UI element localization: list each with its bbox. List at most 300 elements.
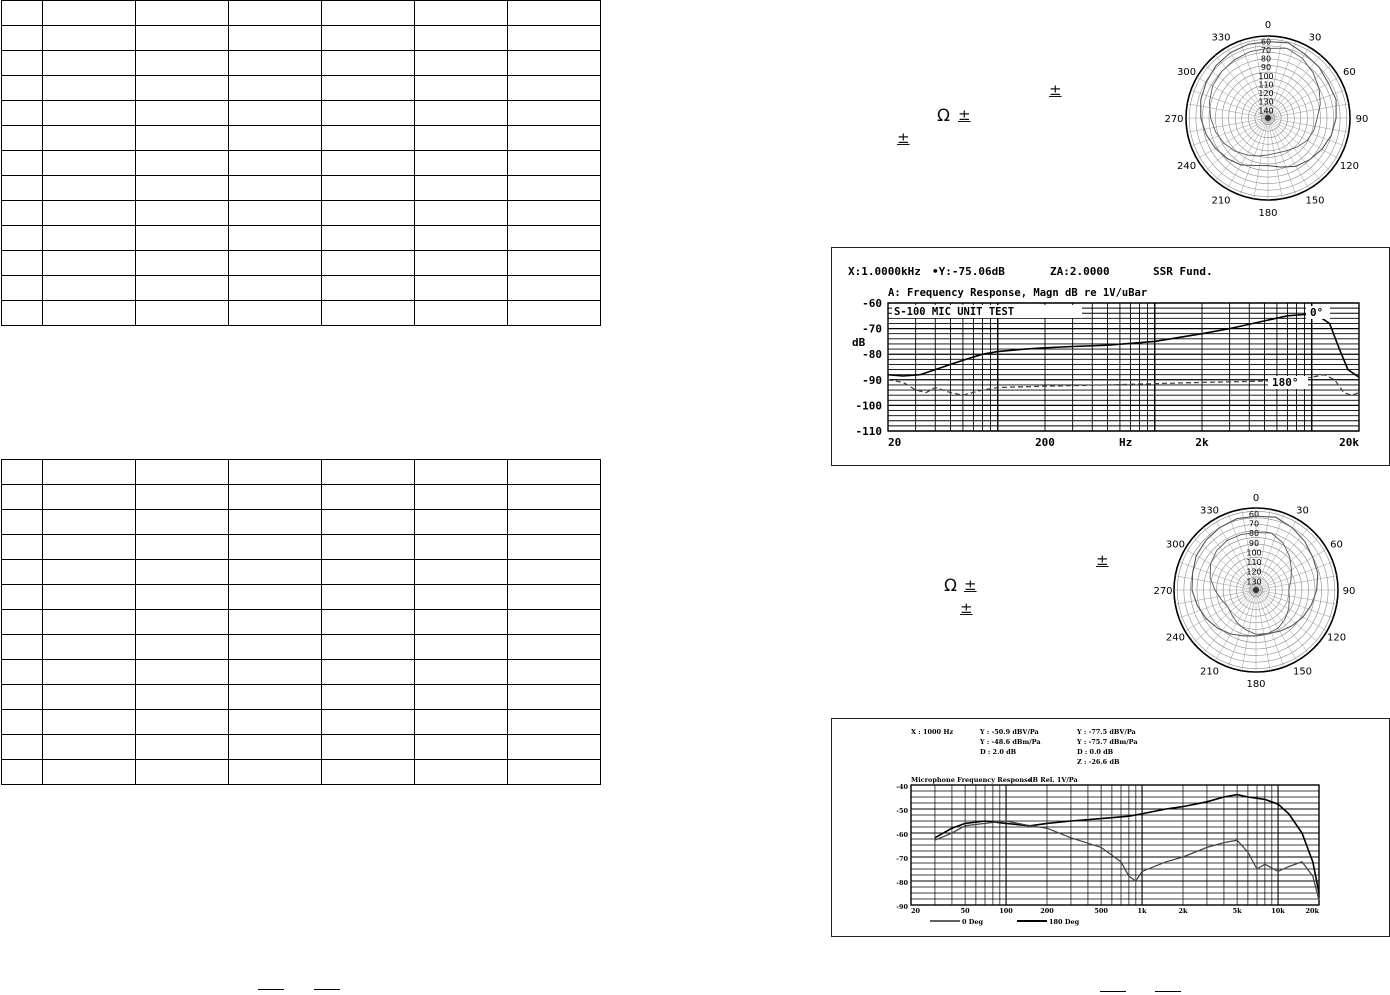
d-readout: D : 2.0 dB <box>980 748 1017 756</box>
table-cell <box>415 685 508 710</box>
table-cell <box>136 710 229 735</box>
table-cell <box>322 51 415 76</box>
polar-ring-label: 140 <box>1258 106 1274 116</box>
table-cell <box>508 276 601 301</box>
x-tick-label: 1k <box>1137 907 1147 915</box>
polar-ring-label: 130 <box>1258 97 1274 107</box>
table-cell <box>508 301 601 326</box>
table-cell <box>229 301 322 326</box>
table-cell <box>43 76 136 101</box>
table-cell <box>229 26 322 51</box>
table-cell <box>2 635 43 660</box>
polar-ring-label: 80 <box>1260 54 1272 64</box>
table-cell <box>43 585 136 610</box>
d-readout: D : 0.0 dB <box>1077 748 1114 756</box>
table-cell <box>136 535 229 560</box>
ohm-symbol: Ω <box>937 106 950 126</box>
x-tick-label: 2k <box>1195 436 1209 449</box>
footer-rule-right-2 <box>1155 991 1181 992</box>
polar-angle-label: 270 <box>1164 114 1184 125</box>
table-cell <box>322 735 415 760</box>
table-row <box>2 1 601 26</box>
polar-ring-label: 130 <box>1246 577 1262 587</box>
table-cell <box>322 660 415 685</box>
table-cell <box>136 51 229 76</box>
frequency-response-chart-lower <box>832 719 1389 936</box>
table-cell <box>136 610 229 635</box>
table-cell <box>322 610 415 635</box>
table-cell <box>415 610 508 635</box>
chart-title: A: Frequency Response, Magn dB re 1V/uBar <box>888 287 1148 299</box>
table-cell <box>43 301 136 326</box>
y-tick-label: -60 <box>862 297 882 310</box>
za-readout: ZA:2.0000 <box>1050 265 1110 278</box>
frequency-response-chart-upper <box>832 248 1389 465</box>
y-tick-label: -70 <box>896 855 908 863</box>
table-cell <box>322 1 415 26</box>
table-cell <box>2 585 43 610</box>
table-cell <box>229 710 322 735</box>
table-cell <box>136 251 229 276</box>
polar-angle-label: 30 <box>1308 32 1322 44</box>
table-cell <box>415 251 508 276</box>
table-cell <box>136 301 229 326</box>
table-cell <box>136 26 229 51</box>
polar-ring-label: 90 <box>1260 63 1272 73</box>
polar-angle-label: 330 <box>1199 505 1220 517</box>
table-row <box>2 535 601 560</box>
table-cell <box>415 560 508 585</box>
y-tick-label: -90 <box>896 903 908 911</box>
table-row <box>2 560 601 585</box>
table-cell <box>229 201 322 226</box>
plus-minus-sign: ± <box>1049 81 1062 99</box>
x-readout: X : 1000 Hz <box>911 728 954 736</box>
mode-readout: SSR Fund. <box>1153 265 1213 278</box>
table-cell <box>229 1 322 26</box>
polar-ring-label: 60 <box>1248 509 1260 519</box>
table-row <box>2 585 601 610</box>
footer-rule-left-2 <box>314 989 340 990</box>
table-cell <box>136 76 229 101</box>
table-cell <box>229 176 322 201</box>
table-cell <box>43 26 136 51</box>
table-cell <box>43 126 136 151</box>
table-cell <box>415 276 508 301</box>
plus-minus-sign: ± <box>958 106 971 124</box>
table-row <box>2 101 601 126</box>
table-row <box>2 26 601 51</box>
table-cell <box>136 685 229 710</box>
table-cell <box>136 460 229 485</box>
y-tick-label: -90 <box>862 373 882 387</box>
table-row <box>2 710 601 735</box>
table-cell <box>136 201 229 226</box>
table-cell <box>229 735 322 760</box>
table-cell <box>229 101 322 126</box>
table-cell <box>415 660 508 685</box>
polar-ring-label: 110 <box>1246 558 1262 568</box>
table-cell <box>229 560 322 585</box>
table-cell <box>2 176 43 201</box>
plus-minus-sign: ± <box>897 129 910 147</box>
polar-angle-label: 300 <box>1177 67 1197 78</box>
table-cell <box>415 1 508 26</box>
table-cell <box>136 585 229 610</box>
table-cell <box>136 176 229 201</box>
footer-rule-left-1 <box>258 989 284 990</box>
table-cell <box>136 151 229 176</box>
chart-title: Microphone Frequency Response <box>911 776 1032 784</box>
table-cell <box>508 226 601 251</box>
legend-label: 180 Deg <box>1049 918 1080 926</box>
table-row <box>2 460 601 485</box>
y-tick-label: -100 <box>855 399 882 413</box>
table-cell <box>322 635 415 660</box>
polar-angle-label: 0 <box>1264 20 1272 31</box>
table-cell <box>229 51 322 76</box>
table-cell <box>43 1 136 26</box>
footer-rule-right-1 <box>1100 991 1126 992</box>
table-cell <box>2 1 43 26</box>
table-row <box>2 126 601 151</box>
table-cell <box>322 760 415 785</box>
table-cell <box>2 560 43 585</box>
table-cell <box>322 76 415 101</box>
x-tick-label: 10k <box>1271 907 1285 915</box>
polar-angle-label: 90 <box>1355 114 1369 125</box>
x-tick-label: 200 <box>1040 907 1054 915</box>
table-cell <box>229 151 322 176</box>
polar-angle-label: 210 <box>1199 666 1220 678</box>
table-row <box>2 610 601 635</box>
legend-label: 0 Deg <box>962 918 984 926</box>
table-cell <box>43 610 136 635</box>
table-cell <box>322 585 415 610</box>
table-cell <box>508 176 601 201</box>
y-readout: Y : -50.9 dBV/Pa <box>980 728 1039 736</box>
table-cell <box>2 26 43 51</box>
polar-angle-label: 270 <box>1153 586 1173 597</box>
table-cell <box>136 560 229 585</box>
table-cell <box>229 276 322 301</box>
polar-ring-label: 100 <box>1258 71 1274 81</box>
table-cell <box>508 710 601 735</box>
table-cell <box>322 126 415 151</box>
table-cell <box>43 251 136 276</box>
table-cell <box>508 26 601 51</box>
table-cell <box>2 460 43 485</box>
polar-ring-label: 110 <box>1258 80 1274 90</box>
polar-angle-label: 180 <box>1258 208 1278 219</box>
table-row <box>2 660 601 685</box>
table-cell <box>2 660 43 685</box>
table-cell <box>508 101 601 126</box>
table-cell <box>2 510 43 535</box>
polar-angle-label: 240 <box>1165 632 1186 644</box>
table-cell <box>136 510 229 535</box>
series-label: 180° <box>1272 376 1299 389</box>
table-row <box>2 485 601 510</box>
polar-angle-label: 330 <box>1211 32 1231 44</box>
table-cell <box>322 710 415 735</box>
plus-minus-sign: ± <box>960 599 973 617</box>
table-cell <box>43 226 136 251</box>
table-cell <box>2 101 43 126</box>
polar-ring-label: 80 <box>1248 529 1260 539</box>
y-readout: Y : -77.5 dBV/Pa <box>1077 728 1136 736</box>
polar-angle-label: 90 <box>1342 586 1356 597</box>
table-cell <box>2 735 43 760</box>
table-cell <box>322 560 415 585</box>
x-tick-label: 20k <box>1339 436 1359 449</box>
polar-ring-label: 90 <box>1248 538 1260 548</box>
plus-minus-sign: ± <box>964 576 977 594</box>
table-row <box>2 226 601 251</box>
polar-ring-label: 120 <box>1258 89 1274 99</box>
table-cell <box>2 201 43 226</box>
table-cell <box>508 1 601 26</box>
table-cell <box>43 201 136 226</box>
ohm-symbol: Ω <box>944 576 957 596</box>
table-cell <box>2 535 43 560</box>
table-cell <box>43 685 136 710</box>
x-tick-label: 20 <box>911 907 921 915</box>
table-cell <box>2 126 43 151</box>
blank-spec-table-lower <box>1 459 601 785</box>
table-cell <box>322 176 415 201</box>
polar-angle-label: 150 <box>1292 666 1313 678</box>
table-cell <box>322 201 415 226</box>
table-row <box>2 201 601 226</box>
table-cell <box>229 460 322 485</box>
table-cell <box>322 251 415 276</box>
table-cell <box>43 151 136 176</box>
table-cell <box>43 535 136 560</box>
table-cell <box>322 535 415 560</box>
table-cell <box>136 635 229 660</box>
table-cell <box>415 76 508 101</box>
table-cell <box>229 226 322 251</box>
table-cell <box>508 735 601 760</box>
table-cell <box>415 710 508 735</box>
table-cell <box>229 510 322 535</box>
table-cell <box>508 126 601 151</box>
table-cell <box>415 635 508 660</box>
table-cell <box>415 176 508 201</box>
polar-ring-label: 70 <box>1260 45 1272 55</box>
chart-unit: dB Rel. 1V/Pa <box>1028 776 1078 784</box>
x-tick-label: 5k <box>1232 907 1242 915</box>
table-cell <box>229 685 322 710</box>
table-cell <box>2 610 43 635</box>
polar-angle-label: 60 <box>1343 67 1356 78</box>
table-row <box>2 276 601 301</box>
table-cell <box>415 535 508 560</box>
table-cell <box>43 510 136 535</box>
blank-spec-table-upper <box>1 0 601 326</box>
table-cell <box>415 201 508 226</box>
table-cell <box>229 635 322 660</box>
table-cell <box>229 535 322 560</box>
table-cell <box>322 101 415 126</box>
y-tick-label: -110 <box>855 425 882 438</box>
table-cell <box>508 510 601 535</box>
polar-ring-label: 120 <box>1246 567 1262 577</box>
plus-minus-sign: ± <box>1096 551 1109 569</box>
table-cell <box>322 26 415 51</box>
table-cell <box>508 76 601 101</box>
table-cell <box>415 510 508 535</box>
table-cell <box>415 101 508 126</box>
y-tick-label: -70 <box>862 322 882 336</box>
table-cell <box>415 585 508 610</box>
table-cell <box>43 460 136 485</box>
table-cell <box>229 660 322 685</box>
table-cell <box>136 276 229 301</box>
table-row <box>2 76 601 101</box>
table-cell <box>508 610 601 635</box>
table-cell <box>508 460 601 485</box>
y-readout: •Y:-75.06dB <box>932 265 1005 278</box>
polar-angle-label: 180 <box>1246 679 1266 690</box>
y-tick-label: -60 <box>896 831 908 839</box>
table-cell <box>136 485 229 510</box>
x-readout: X:1.0000kHz <box>848 265 921 278</box>
polar-pattern-plot-upper <box>1158 8 1378 223</box>
polar-angle-label: 120 <box>1326 632 1347 644</box>
x-axis-label: Hz <box>1119 436 1133 449</box>
table-cell <box>229 76 322 101</box>
table-cell <box>2 710 43 735</box>
table-row <box>2 301 601 326</box>
polar-angle-label: 240 <box>1177 161 1197 172</box>
table-cell <box>322 226 415 251</box>
table-cell <box>2 226 43 251</box>
x-tick-label: 2k <box>1178 907 1188 915</box>
table-cell <box>508 560 601 585</box>
table-cell <box>322 460 415 485</box>
table-cell <box>508 151 601 176</box>
table-cell <box>43 51 136 76</box>
y-tick-label: -80 <box>862 348 882 362</box>
table-cell <box>508 585 601 610</box>
x-tick-label: 50 <box>960 907 970 915</box>
polar-pattern-plot-lower <box>1138 490 1368 695</box>
table-cell <box>322 685 415 710</box>
x-tick-label: 500 <box>1094 907 1108 915</box>
table-cell <box>43 635 136 660</box>
table-cell <box>2 51 43 76</box>
polar-center-dot <box>1253 587 1259 593</box>
table-cell <box>136 226 229 251</box>
x-tick-label: 20k <box>1305 907 1319 915</box>
frequency-response-panel-lower <box>831 718 1390 937</box>
table-cell <box>2 251 43 276</box>
table-cell <box>43 760 136 785</box>
table-cell <box>508 485 601 510</box>
x-tick-label: 200 <box>1035 436 1055 449</box>
table-cell <box>229 760 322 785</box>
table-row <box>2 685 601 710</box>
table-cell <box>43 276 136 301</box>
table-cell <box>508 760 601 785</box>
table-cell <box>415 735 508 760</box>
chart-subtitle: S-100 MIC UNIT TEST <box>894 306 1015 318</box>
table-cell <box>322 485 415 510</box>
table-cell <box>2 685 43 710</box>
table-cell <box>136 101 229 126</box>
table-row <box>2 510 601 535</box>
table-cell <box>415 226 508 251</box>
table-cell <box>136 126 229 151</box>
polar-ring-label: 100 <box>1246 548 1262 558</box>
table-cell <box>508 251 601 276</box>
table-row <box>2 176 601 201</box>
table-cell <box>508 660 601 685</box>
table-cell <box>43 710 136 735</box>
table-cell <box>508 51 601 76</box>
y-readout: Y : -75.7 dBm/Pa <box>1077 738 1138 746</box>
table-cell <box>136 660 229 685</box>
table-cell <box>136 760 229 785</box>
polar-ring-label: 60 <box>1260 37 1272 47</box>
table-cell <box>508 535 601 560</box>
table-cell <box>2 76 43 101</box>
polar-ring-label: 70 <box>1248 519 1260 529</box>
table-cell <box>415 26 508 51</box>
table-row <box>2 51 601 76</box>
table-cell <box>415 460 508 485</box>
table-cell <box>415 51 508 76</box>
y-tick-label: -50 <box>896 807 908 815</box>
table-row <box>2 635 601 660</box>
table-cell <box>229 485 322 510</box>
table-cell <box>508 685 601 710</box>
table-cell <box>2 760 43 785</box>
polar-angle-label: 60 <box>1330 539 1343 551</box>
polar-center-dot <box>1265 115 1271 121</box>
table-cell <box>43 560 136 585</box>
table-cell <box>415 151 508 176</box>
table-cell <box>322 510 415 535</box>
table-row <box>2 151 601 176</box>
table-row <box>2 735 601 760</box>
table-cell <box>415 301 508 326</box>
plot-frame <box>888 303 1359 431</box>
frequency-response-panel-upper <box>831 247 1390 466</box>
table-cell <box>43 660 136 685</box>
table-row <box>2 760 601 785</box>
table-cell <box>229 585 322 610</box>
table-cell <box>229 610 322 635</box>
table-cell <box>322 151 415 176</box>
table-cell <box>415 126 508 151</box>
table-cell <box>2 276 43 301</box>
polar-angle-label: 210 <box>1211 195 1231 207</box>
table-cell <box>508 201 601 226</box>
x-tick-label: 20 <box>888 436 902 449</box>
polar-angle-label: 300 <box>1165 539 1186 551</box>
table-cell <box>322 276 415 301</box>
table-cell <box>136 1 229 26</box>
table-cell <box>2 301 43 326</box>
table-cell <box>2 151 43 176</box>
table-cell <box>2 485 43 510</box>
polar-angle-label: 0 <box>1252 493 1260 504</box>
table-cell <box>415 485 508 510</box>
table-cell <box>229 251 322 276</box>
